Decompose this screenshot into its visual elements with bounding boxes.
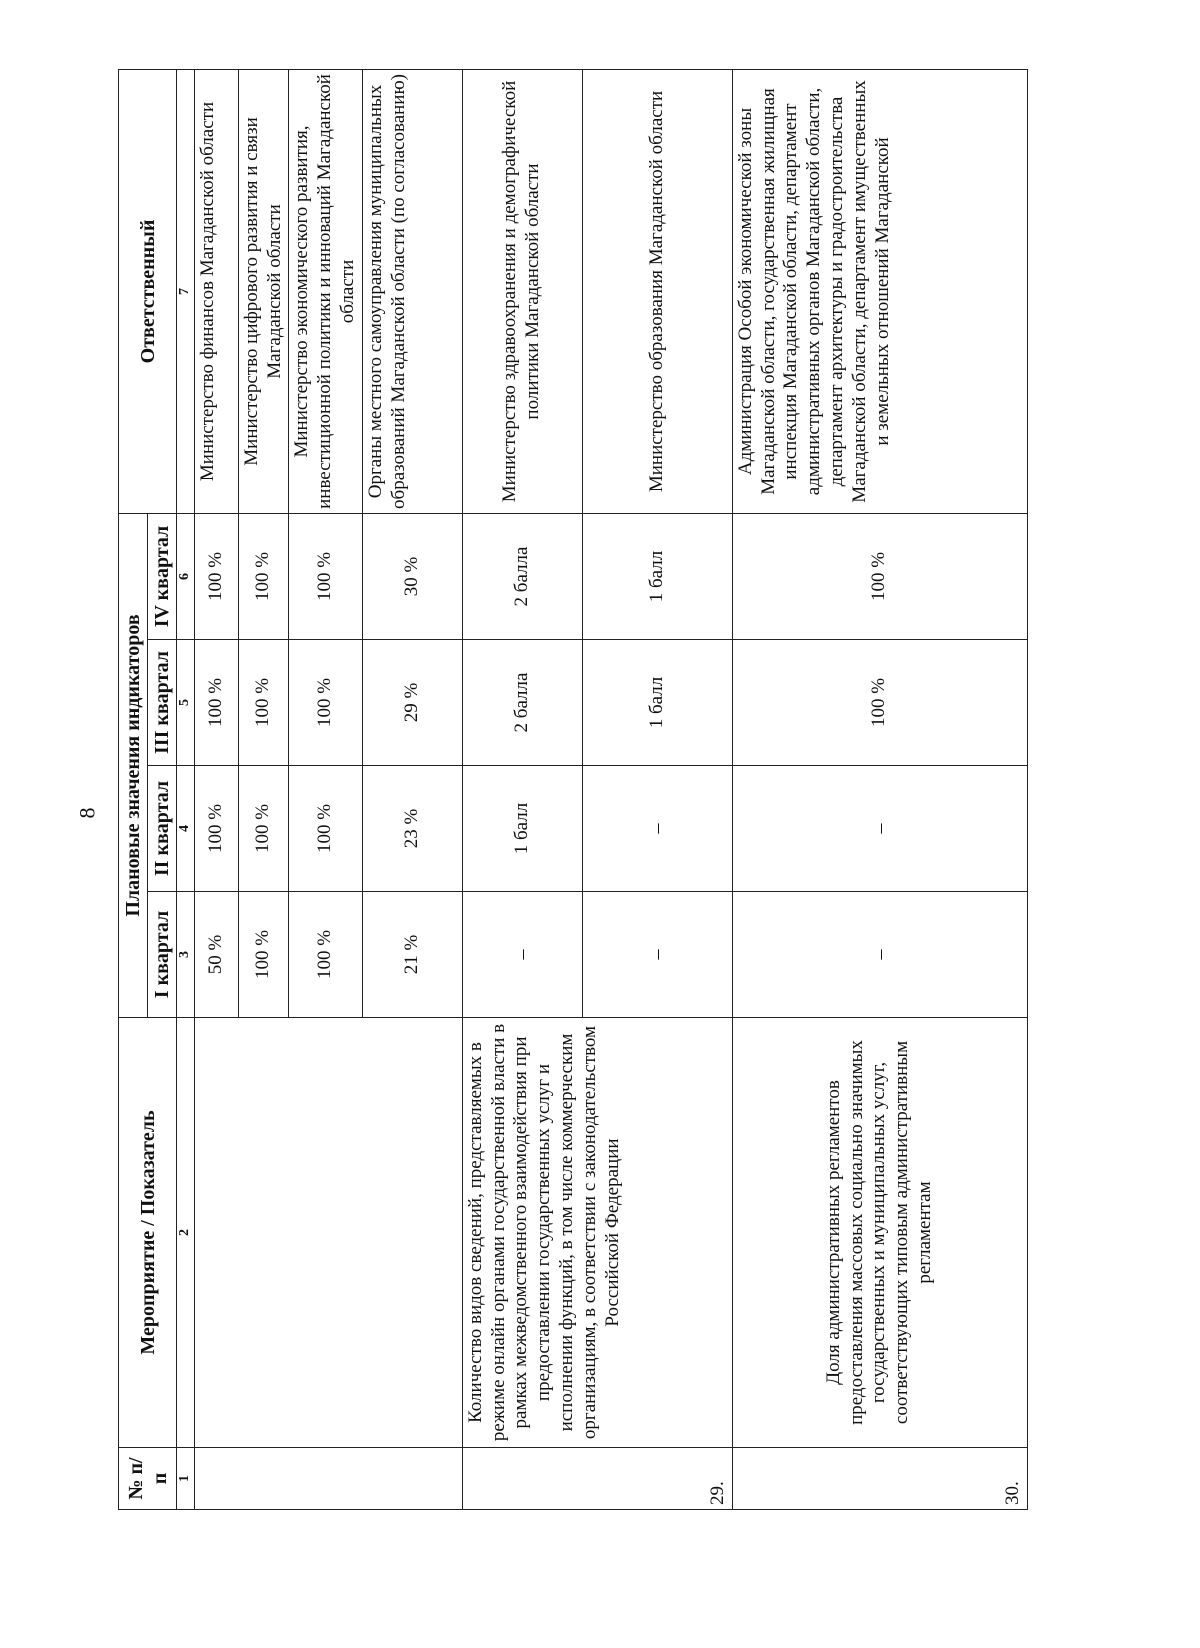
cell-q4: 1 балл: [582, 513, 732, 639]
cell-q1: 100 %: [289, 892, 362, 1018]
cell-q2: –: [582, 766, 732, 892]
table-row: [462, 69, 582, 1509]
page-number: 8: [74, 807, 100, 819]
header-no: № п/п: [119, 1448, 177, 1510]
column-numbers-row: [177, 69, 195, 1509]
col-number: 5: [177, 640, 195, 766]
col-number: 7: [177, 69, 195, 513]
col-number: 3: [177, 892, 195, 1018]
header-planned: Плановые значения индикаторов: [119, 513, 148, 1017]
col-number: 4: [177, 766, 195, 892]
cell-q4: 100 %: [289, 513, 362, 639]
cell-indicator: Доля административных регламентов предоставления массовых социально значимых государственных и муниципальных услуг, соответствующих типовым административным регламентам: [732, 1018, 1027, 1448]
cell-no: 29.: [462, 1448, 732, 1510]
cell-no: [194, 1448, 462, 1510]
cell-q1: –: [462, 892, 582, 1018]
rotated-table-wrapper: [118, 70, 1028, 1510]
cell-q4: 100 %: [238, 513, 289, 639]
cell-responsible: Министерство здравоохранения и демографической политики Магаданской области: [462, 69, 582, 513]
cell-q2: 100 %: [289, 766, 362, 892]
cell-q4: 100 %: [194, 513, 238, 639]
cell-responsible: Министерство финансов Магаданской области: [194, 69, 238, 513]
cell-q3: 29 %: [362, 640, 462, 766]
cell-q3: 100 %: [289, 640, 362, 766]
col-number: 2: [177, 1018, 195, 1448]
cell-q2: –: [732, 766, 1027, 892]
cell-q1: 21 %: [362, 892, 462, 1018]
cell-responsible: Администрация Особой экономической зоны Магаданской области, государственная жилищная инспекция Магаданской области, департамент административных органов Магаданской области, департамент архитектуры и градостроительства Магаданской области, департамент имущественных и земельных отношений Магаданской: [732, 69, 1027, 513]
header-responsible: Ответственный: [119, 69, 177, 513]
cell-responsible: Министерство образования Магаданской области: [582, 69, 732, 513]
cell-q2: 100 %: [238, 766, 289, 892]
header-q1: I квартал: [148, 892, 177, 1018]
cell-indicator: Количество видов сведений, представляемых в режиме онлайн органами государственной власти в рамках межведомственного взаимодействия при предоставлении государственных услуг и исполнении функций, в том числе коммерческим организациям, в соответствии с законодательством Российской Федерации: [462, 1018, 732, 1448]
cell-q1: 50 %: [194, 892, 238, 1018]
col-number: 6: [177, 513, 195, 639]
header-q3: III квартал: [148, 640, 177, 766]
cell-q1: –: [732, 892, 1027, 1018]
cell-q4: 2 балла: [462, 513, 582, 639]
header-q2: II квартал: [148, 766, 177, 892]
cell-q3: 2 балла: [462, 640, 582, 766]
cell-q2: 1 балл: [462, 766, 582, 892]
cell-no: 30.: [732, 1448, 1027, 1510]
cell-q3: 100 %: [238, 640, 289, 766]
cell-responsible: Министерство цифрового развития и связи Магаданской области: [238, 69, 289, 513]
cell-q2: 100 %: [194, 766, 238, 892]
cell-q3: 100 %: [732, 640, 1027, 766]
cell-q4: 30 %: [362, 513, 462, 639]
header-event: Мероприятие / Показатель: [119, 1018, 177, 1448]
cell-indicator: [194, 1018, 462, 1448]
cell-q2: 23 %: [362, 766, 462, 892]
cell-responsible: Министерство экономического развития, инвестиционной политики и инноваций Магаданской области: [289, 69, 362, 513]
table-row: [732, 69, 1027, 1509]
header-q4: IV квартал: [148, 513, 177, 639]
cell-responsible: Органы местного самоуправления муниципальных образований Магаданской области (по согласованию): [362, 69, 462, 513]
col-number: 1: [177, 1448, 195, 1510]
cell-q1: 100 %: [238, 892, 289, 1018]
cell-q3: 100 %: [194, 640, 238, 766]
table-row: [194, 69, 238, 1509]
cell-q3: 1 балл: [582, 640, 732, 766]
cell-q4: 100 %: [732, 513, 1027, 639]
indicators-table: [118, 69, 1028, 1510]
cell-q1: –: [582, 892, 732, 1018]
